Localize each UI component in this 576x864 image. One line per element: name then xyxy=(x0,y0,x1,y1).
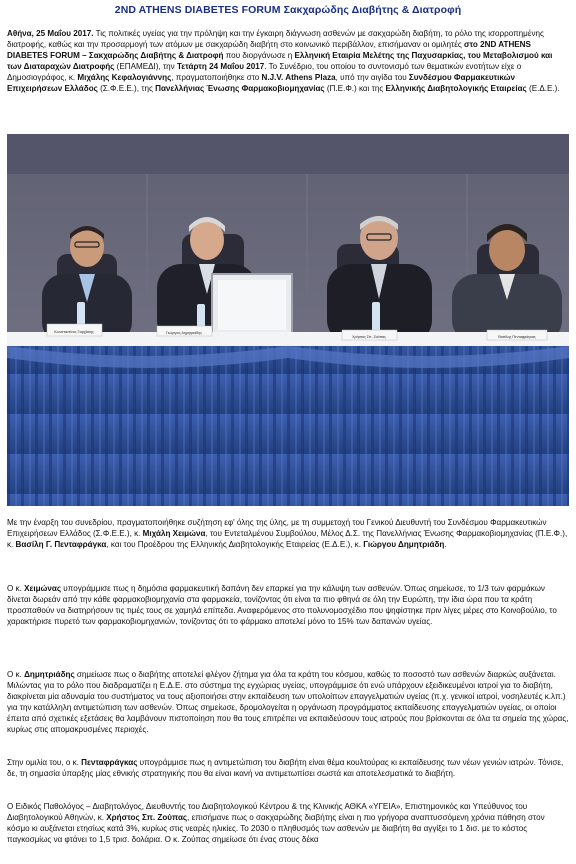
date-line: Αθήνα, 25 Μαΐου 2017. xyxy=(7,29,94,38)
water-bottle xyxy=(372,302,380,332)
paragraph-pentafragkas: Στην ομιλία του, ο κ. Πενταφράγκας υπογράμμισε πως η αντιμετώπιση του διαβήτη είναι θέμα κουλτούρας κι εκπαίδευσης των νέων γενιών ιατρών. Τόνισε, δε, τη σημασία ύπαρξης μίας εθνικής στρατηγικής που θα είναι ικανή να αντιμετωπίσει σωστά και αποτελεσματικά το διαβήτη. xyxy=(7,758,564,778)
article-title: 2ND ATHENS DIABETES FORUM Σακχαρώδης Διαβήτης & Διατροφή xyxy=(114,4,462,16)
intro-paragraph: Αθήνα, 25 Μαΐου 2017. Τις πολιτικές υγείας για την πρόληψη και την έγκαιρη διάγνωση ασθενών με σακχαρώδη διαβήτη, το ρόλο της ισορροπημένης διατροφής, καθώς και την προσαρμογή των ατόμων με σακχαρώδη διαβήτη στο κοινωνικό περιβάλλον, επισήμαναν οι ομιλητές στο 2ND ATHENS DIABETES FORUM – Σακχαρώδης Διαβήτης & Διατροφή που διοργάνωσε η Ελληνική Εταιρία Μελέτης της Παχυσαρκίας, του Μεταβολισμού και των Διαταραχών Διατροφής (ΕΠΑΜΕΔΙ), την Τετάρτη 24 Μαΐου 2017. Το Συνέδριο, του οποίου το συντονισμό των θεματικών ενοτήτων είχε ο Δημοσιογράφος, κ. Μιχάλης Κεφαλογιάννης, πραγματοποιήθηκε στο N.J.V. Athens Plaza, υπό την αιγίδα του Συνδέσμου Φαρμακευτικών Επιχειρήσεων Ελλάδος (Σ.Φ.Ε.Ε.), της Πανελλήνιας Ένωσης Φαρμακοβιομηχανίας (Π.Ε.Φ.) και της Ελληνικής Διαβητολογικής Εταιρείας (Ε.Δ.Ε.). xyxy=(7,29,560,93)
placard-2: Γεώργιος Δημητριάδης xyxy=(165,331,203,335)
paragraph-zoupas: Ο Ειδικός Παθολόγος – Διαβητολόγος, Διευθυντής του Διαβητολογικού Κέντρου & της Κλινικής ΑΘΚΑ «ΥΓΕΙΑ», Επιστημονικός και Υπεύθυνος του Διαβητολογικού Αθηνών, κ. Χρήστος Σπ. Ζούπας, επισήμανε πως ο σακχαρώδης διαβήτης είναι η πιο γρήγορα αναπτυσσόμενη χρόνια πάθηση στον κόσμο κι αυξάνεται ετησίως κατά 3%, κυρίως στις νεαρές ηλικίες. Το 2030 ο πληθυσμός των ασθενών με διαβήτη θα αγγίξει το 1 δισ. με το κόστος παγκοσμίως να φτάνει το 1,5 τρισ. δολάρια. Ο κ. Ζούπας σημείωσε ότι ένας στους δέκα xyxy=(7,802,545,844)
paragraph-dimitriadis: Ο κ. Δημητριάδης σημείωσε πως ο διαβήτης αποτελεί φλέγον ζήτημα για όλα τα κράτη του κόσμου, καθώς το ποσοστό των ασθενών διαρκώς αυξάνεται. Μιλώντας για το ρόλο που διαδραματίζει η Ε.Δ.Ε. στο σύστημα της εγχώριας υγείας, υπογράμμισε ότι ενώ υπάρχουν εξειδικευμένοι ιατροί για το διαβήτη, διακρίνεται μία αδυναμία του συστήματος να τους αξιοποιήσει στην εκπαίδευση των υπολοίπων επαγγελματιών υγείας (π.χ. γενικοί ιατροί, νοσηλευτές κ.λπ.) για την κατάλληλη αντιμετώπιση των ασθενών. Όπως σημείωσε, δρομολογείται η οργάνωση προγράμματος εκπαίδευσης επαγγελματιών υγείας, οι οποίοι έπειτα από σχετικές εξετάσεις θα λαμβάνουν πιστοποίηση που θα τους επιτρέπει να εκπαιδεύσουν τους ιατρούς που βρίσκονται σε όλα τα σημεία της χώρας, κυρίως στις απομακρυσμένες περιοχές. xyxy=(7,670,569,734)
paragraph-discussion: Με την έναρξη του συνεδρίου, πραγματοποιήθηκε συζήτηση εφ' όλης της ύλης, με τη συμμετοχή του Γενικού Διευθυντή του Συνδέσμου Φαρμακευτικών Επιχειρήσεων Ελλάδος (Σ.Φ.Ε.Ε.), κ. Μιχάλη Χειμώνα, του Εντεταλμένου Συμβούλου, Μέλος Δ.Σ. της Πανελλήνιας Ένωσης Φαρμακοβιομηχανίας (Π.Ε.Φ.), κ. Βασίλη Γ. Πενταφράγκα, και του Προέδρου της Ελληνικής Διαβητολογικής Εταιρείας (Ε.Δ.Ε.), κ. Γιώργου Δημητριάδη. xyxy=(7,518,568,549)
placard-1: Κωνσταντίνος Ξαρχάσης xyxy=(54,330,94,334)
placard-3: Χρήστος Σπ. Ζούπας xyxy=(352,335,386,339)
placard-4: Βασίλης Πενταφράγκας xyxy=(498,335,536,339)
table-drape xyxy=(7,346,569,506)
conference-panel-photo xyxy=(7,134,569,506)
paragraph-cheimonas: Ο κ. Χειμώνας υπογράμμισε πως η δημόσια φαρμακευτική δαπάνη δεν επαρκεί για την κάλυψη των ασθενών. Όπως σημείωσε, το 1/3 των φαρμάκων δίνεται δωρεάν από την κάθε φαρμακοβιομηχανία στα φαρμακεία, τονίζοντας ότι είναι τα πιο φθηνά σε όλη την Ευρώπη, την ίδια ώρα που τα κράτη προσπαθούν να διατηρήσουν τις τιμές τους σε χαμηλά επίπεδα. Αναφερόμενος στο πολυνομοσχέδιο που ψηφίστηκε πριν λίγες μέρες στο Κοινοβούλιο, το χαρακτήρισε πυρετό των φαρμακοβιομηχανιών, τονίζοντας ότι το φάρμακο αποτελεί μόνο το 15% των δαπανών υγείας. xyxy=(7,584,557,626)
panel-photo-illustration xyxy=(7,134,569,506)
